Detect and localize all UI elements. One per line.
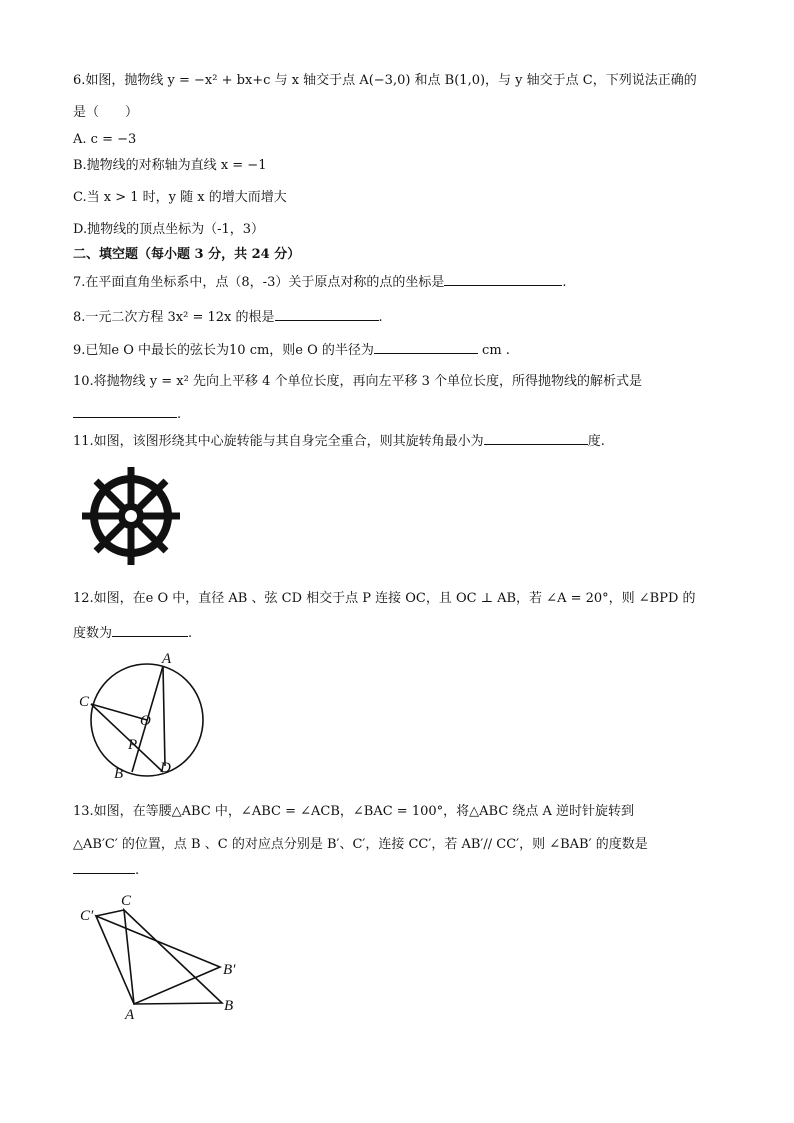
q9-text: 9.已知e O 中最长的弦长为10 cm，则e O 的半径为 bbox=[73, 343, 374, 358]
q13-segment-cc1 bbox=[96, 910, 124, 916]
q10-stem-line1: 10.将抛物线 y = x² 先向上平移 4 个单位长度，再向左平移 3 个单位长度，所得抛物线的解析式是 bbox=[73, 374, 643, 389]
q8-end: . bbox=[378, 310, 383, 325]
q6-option-b: B.抛物线的对称轴为直线 x = −1 bbox=[73, 158, 267, 173]
q13-line3 bbox=[73, 860, 139, 880]
q7 bbox=[73, 272, 566, 292]
q6-stem-line2: 是（ ） bbox=[73, 105, 139, 120]
q8-answer-blank[interactable] bbox=[275, 307, 379, 321]
q13-triangle-ab1c1 bbox=[96, 916, 220, 1004]
q10-answer-blank[interactable] bbox=[73, 404, 177, 418]
section-title: 二、填空题（每小题 3 分，共 24 分） bbox=[73, 247, 301, 262]
q7-answer-blank[interactable] bbox=[444, 272, 562, 286]
q12-label-a: A bbox=[162, 651, 172, 667]
q12-text2: 度数为 bbox=[73, 626, 113, 641]
q9-end: cm . bbox=[477, 343, 510, 358]
q10-line2 bbox=[73, 404, 181, 424]
q9 bbox=[73, 340, 510, 360]
q13-label-a: A bbox=[125, 1007, 135, 1023]
q12-segment-ad bbox=[163, 666, 165, 766]
q12-line2 bbox=[73, 623, 192, 643]
q13-answer-blank[interactable] bbox=[73, 860, 135, 874]
q12-label-o: O bbox=[140, 713, 151, 729]
q12-answer-blank[interactable] bbox=[112, 623, 188, 637]
q11-end: 度. bbox=[587, 434, 605, 449]
q13-label-c: C bbox=[121, 893, 132, 909]
q12-circle-figure bbox=[72, 648, 212, 783]
q12-label-b: B bbox=[114, 766, 124, 782]
q13-triangle-abc bbox=[124, 910, 222, 1004]
wheel-hub-hole bbox=[125, 510, 137, 522]
q9-answer-blank[interactable] bbox=[374, 340, 478, 354]
q12-end: . bbox=[188, 626, 193, 641]
q8 bbox=[73, 307, 383, 327]
q11 bbox=[73, 431, 605, 451]
q10-end: . bbox=[177, 407, 182, 422]
q12-stem-line1: 12.如图，在e O 中，直径 AB 、弦 CD 相交于点 P 连接 OC，且 OC ⊥ AB，若 ∠A = 20°，则 ∠BPD 的 bbox=[73, 591, 696, 606]
q12-label-c: C bbox=[79, 694, 90, 710]
q13-label-c-prime: C′ bbox=[80, 908, 94, 924]
q11-answer-blank[interactable] bbox=[484, 431, 588, 445]
q12-label-p: P bbox=[128, 737, 138, 753]
q13-end: . bbox=[135, 863, 140, 878]
q12-label-d: D bbox=[160, 760, 171, 776]
q13-stem-line1: 13.如图，在等腰△ABC 中，∠ABC = ∠ACB，∠BAC = 100°，将△ABC 绕点 A 逆时针旋转到 bbox=[73, 804, 635, 819]
q13-triangle-figure bbox=[72, 888, 252, 1023]
q13-label-b-prime: B′ bbox=[223, 962, 236, 978]
q7-text: 7.在平面直角坐标系中，点（8，-3）关于原点对称的点的坐标是 bbox=[73, 275, 445, 290]
q7-end: . bbox=[562, 275, 567, 290]
q13-stem-line2: △AB′C′ 的位置，点 B 、C 的对应点分别是 B′、C′，连接 CC′，若 AB′// CC′，则 ∠BAB′ 的度数是 bbox=[73, 837, 648, 852]
q11-text: 11.如图，该图形绕其中心旋转能与其自身完全重合，则其旋转角最小为 bbox=[73, 434, 484, 449]
q6-option-c: C.当 x > 1 时，y 随 x 的增大而增大 bbox=[73, 190, 287, 205]
q11-wheel-figure bbox=[80, 465, 182, 567]
q8-text: 8.一元二次方程 3x² = 12x 的根是 bbox=[73, 310, 275, 325]
q6-stem-line1: 6.如图，抛物线 y = −x² + bx+c 与 x 轴交于点 A(−3,0) 和点 B(1,0)，与 y 轴交于点 C，下列说法正确的 bbox=[73, 73, 697, 88]
q6-option-a: A. c = −3 bbox=[73, 132, 137, 147]
q13-label-b: B bbox=[224, 998, 234, 1014]
q6-option-d: D.抛物线的顶点坐标为（-1，3） bbox=[73, 222, 265, 237]
